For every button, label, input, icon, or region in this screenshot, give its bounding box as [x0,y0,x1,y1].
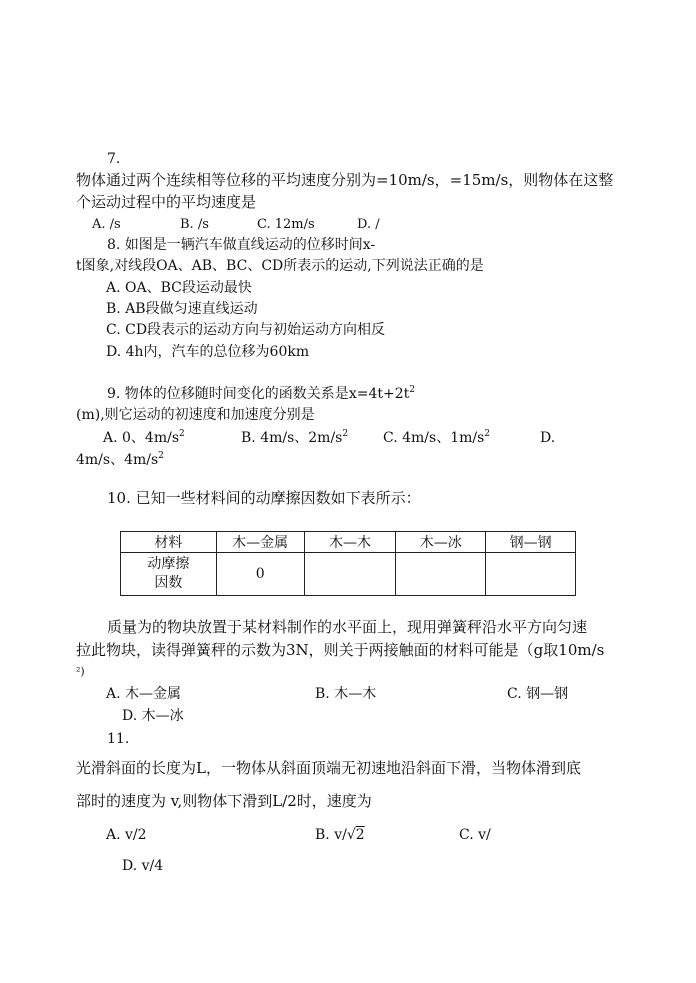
friction-table [120,531,576,596]
table-cell-wood-metal: 0 [216,553,304,596]
q9-stem-line1 [107,385,415,403]
q9-stem-prefix: 9. 物体的位移随时间变化的函数关系是 [107,386,349,402]
q9-option-a: A. 0、$4m/s^2$ [103,429,185,446]
q10-para-line2: 拉此物块，读得弹簧秤的示数为3N，则关于两接触面的材料可能是（g取10m/s [76,641,605,659]
q8-option-c: C. CD段表示的运动方向与初始运动方向相反 [106,322,386,338]
q7-number: 7. [107,151,121,167]
q11-stem-line1: 光滑斜面的长度为L，一物体从斜面顶端无初速地沿斜面下滑，当物体滑到底 [76,759,581,777]
table-header-material: 材料 [121,532,217,553]
q10-option-c: C. 钢—钢 [507,686,569,702]
table-row-label: 动摩擦 因数 [121,553,217,596]
q10-para-line3: ²) [76,665,85,678]
q11-option-a: A. v/2 [106,827,147,843]
q7-option-b: B. /s [180,217,209,232]
q11-option-d: D. v/4 [122,858,164,874]
table-cell-wood-wood [304,553,396,596]
q7-stem-line1: 物体通过两个连续相等位移的平均速度分别为=10m/s，=15m/s，则物体在这整 [76,171,614,189]
q8-option-a: A. OA、BC段运动最快 [106,280,252,296]
table-header-row [121,532,576,553]
q8-stem-line2: t图象,对线段OA、AB、BC、CD所表示的运动,下列说法正确的是 [76,258,484,274]
q10-option-b: B. 木—木 [315,686,377,702]
q8-stem-line1: 8. 如图是一辆汽车做直线运动的位移时间x- [107,237,376,253]
table-header-wood-ice: 木—冰 [396,532,486,553]
q10-stem: 10. 已知一些材料间的动摩擦因数如下表所示： [107,489,421,507]
sqrt-symbol: √2 [346,827,365,843]
q11-stem-line2: 部时的速度为 v,则物体下滑到L/2时，速度为 [76,792,372,810]
q9-option-b: B. 4m/s、$2m/s^2$ [241,429,349,446]
table-header-wood-metal: 木—金属 [216,532,304,553]
table-row [121,553,576,596]
q11-number: 11. [107,731,130,747]
q11-option-b: B. v/√2 [315,827,365,843]
q7-stem-line2: 个运动过程中的平均速度是 [76,193,257,211]
table-header-wood-wood: 木—木 [304,532,396,553]
q9-option-c: C. 4m/s、$1m/s^2$ [383,429,491,446]
q10-option-a: A. 木—金属 [106,686,182,702]
q11-option-c: C. v/ [459,827,491,843]
table-header-steel-steel: 钢—钢 [486,532,576,553]
q9-option-d-value: 4m/s、$4m/s^2$ [76,451,164,468]
q9-formula-exponent: 2 [409,385,415,395]
table-cell-wood-ice [396,553,486,596]
table-cell-steel-steel [486,553,576,596]
q7-option-a: A. /s [92,217,121,232]
q9-stem-line2: (m),则它运动的初速度和加速度分别是 [76,407,315,423]
q7-option-d: D. / [357,217,380,232]
q8-option-d: D. 4h内，汽车的总位移为60km [106,344,310,360]
q9-option-d: D. [540,430,556,446]
q8-option-b: B. AB段做匀速直线运动 [106,301,258,317]
q9-formula: x=4t+2t [348,386,410,402]
q10-option-d: D. 木—冰 [122,708,184,724]
q10-para-line1: 质量为的物块放置于某材料制作的水平面上，现用弹簧秤沿水平方向匀速 [107,618,588,636]
q7-option-c: C. 12m/s [257,217,315,232]
